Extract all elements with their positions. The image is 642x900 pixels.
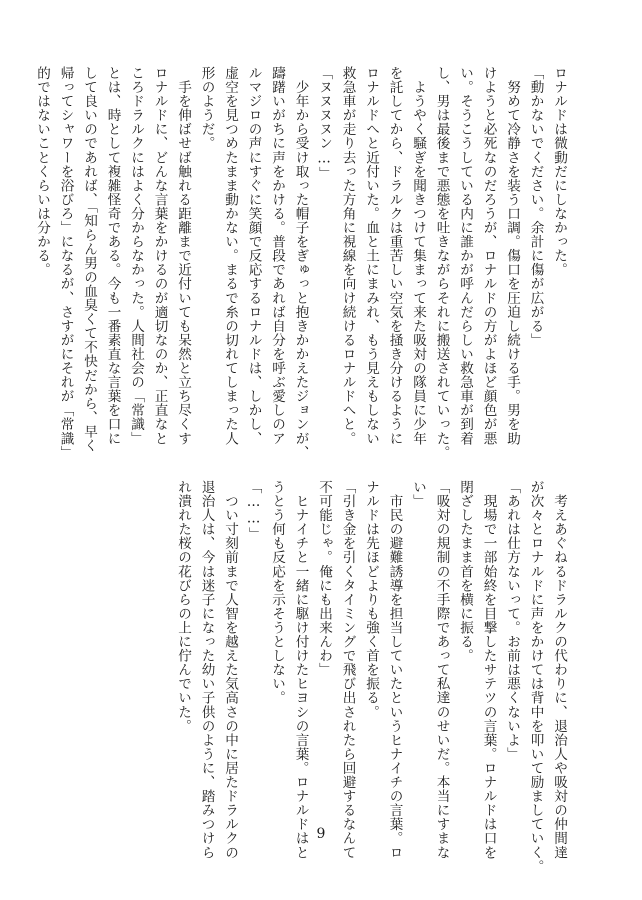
text-line: うとう何も反応を示そうとしない。 — [269, 480, 285, 705]
text-line: し、男は最後まで悪態を吐きながらそれに搬送されていった。 — [433, 66, 450, 460]
text-line: 退治人は、今は迷子になった幼い子供のように、踏みつけら — [198, 480, 215, 860]
text-line: ロナルドへと近付いた。血と土にまみれ、もう見えもしない — [363, 66, 379, 446]
text-line: 少年から受け取った帽子をぎゅっと抱きかかえたジョンが、 — [292, 66, 309, 460]
text-line: 虚空を見つめたまま動かない。まるで糸の切れてしまった人 — [222, 66, 238, 446]
text-line: い。そうこうしている内に誰かが呼んだらしい救急車が到着 — [457, 66, 473, 446]
text-line: 考えあぐねるドラルクの代わりに、退治人や吸対の仲間達 — [551, 480, 567, 860]
text-line: 手を伸ばせば触れる距離まで近付いても呆然と立ち尽くす — [175, 66, 191, 446]
text-line: 形のようだ。 — [198, 66, 215, 151]
text-line: 的ではないことくらいは分かる。 — [34, 66, 50, 277]
text-line: れ潰れた桜の花びらの上に佇んでいた。 — [175, 480, 191, 733]
text-line: が次々とロナルドに声をかけては背中を叩いて励ましていく。 — [527, 480, 544, 874]
text-line: 「……」 — [245, 480, 262, 541]
text-line: ロナルドは微動だにしなかった。 — [551, 66, 567, 277]
text-line: い」 — [410, 480, 426, 509]
text-column-upper — [34, 66, 570, 460]
text-line: 「引き金を引くタイミングで飛び出されたら回避するなんて — [339, 480, 356, 860]
text-line: 現場で一部始終を目撃したサテツの言葉。ロナルドは口を — [480, 480, 497, 860]
text-line: ヒナイチと一緒に駆け付けたヒヨシの言葉。ロナルドはと — [292, 480, 309, 860]
text-column-lower — [175, 480, 570, 874]
text-line: 「あれは仕方ないって。お前は悪くないよ」 — [504, 480, 520, 761]
text-line: ナルドは先ほどよりも強く首を振る。 — [363, 480, 379, 719]
text-line: 閉ざしたまま首を横に振る。 — [457, 480, 473, 663]
text-line: 「動かないでください。余計に傷が広がる」 — [527, 66, 544, 347]
text-line: ルマジロの声にすぐに笑顔で反応するロナルドは、しかし、 — [245, 66, 262, 446]
text-line: 救急車が走り去った方角に視線を向け続けるロナルドへと。 — [339, 66, 356, 446]
text-line: 「ヌヌヌヌン…」 — [316, 66, 332, 181]
text-line: とは、時として複雑怪奇である。今も一番素直な言葉を口に — [104, 66, 121, 446]
text-line: 努めて冷静さを装う口調。傷口を圧迫し続ける手。男を助 — [504, 66, 520, 446]
text-line: ころドラルクにはよく分からなかった。人間社会の「常識」 — [128, 66, 144, 446]
text-line: 市民の避難誘導を担当していたというヒナイチの言葉。ロ — [386, 480, 403, 860]
text-line: 「吸対の規制の不手際であって私達のせいだ。本当にすまな — [433, 480, 450, 860]
text-line: 躊躇いがちに声をかける。普段であれば自分を呼ぶ愛しのア — [269, 66, 285, 446]
text-line: して良いのであれば、「知らん男の血臭くて不快だから、早く — [81, 66, 97, 453]
text-line: を託してから、ドラルクは重苦しい空気を掻き分けるように — [386, 66, 403, 446]
text-line: ロナルドに、どんな言葉をかけるのが適切なのか、正直なと — [151, 66, 168, 446]
text-line: つい寸刻前まで人智を越えた気高さの中に居たドラルクの — [222, 480, 238, 860]
text-line: 帰ってシャワーを浴びろ」になるが、さすがにそれが「常識」 — [57, 66, 74, 460]
page-number: 9 — [316, 826, 326, 842]
text-line: 不可能じゃ。俺にも出来んわ」 — [316, 480, 332, 677]
text-line: けようと必死なのだろうが、ロナルドの方がよほど顔色が悪 — [480, 66, 497, 446]
text-line: ようやく騒ぎを聞きつけて集まって来た吸対の隊員に少年 — [410, 66, 426, 446]
